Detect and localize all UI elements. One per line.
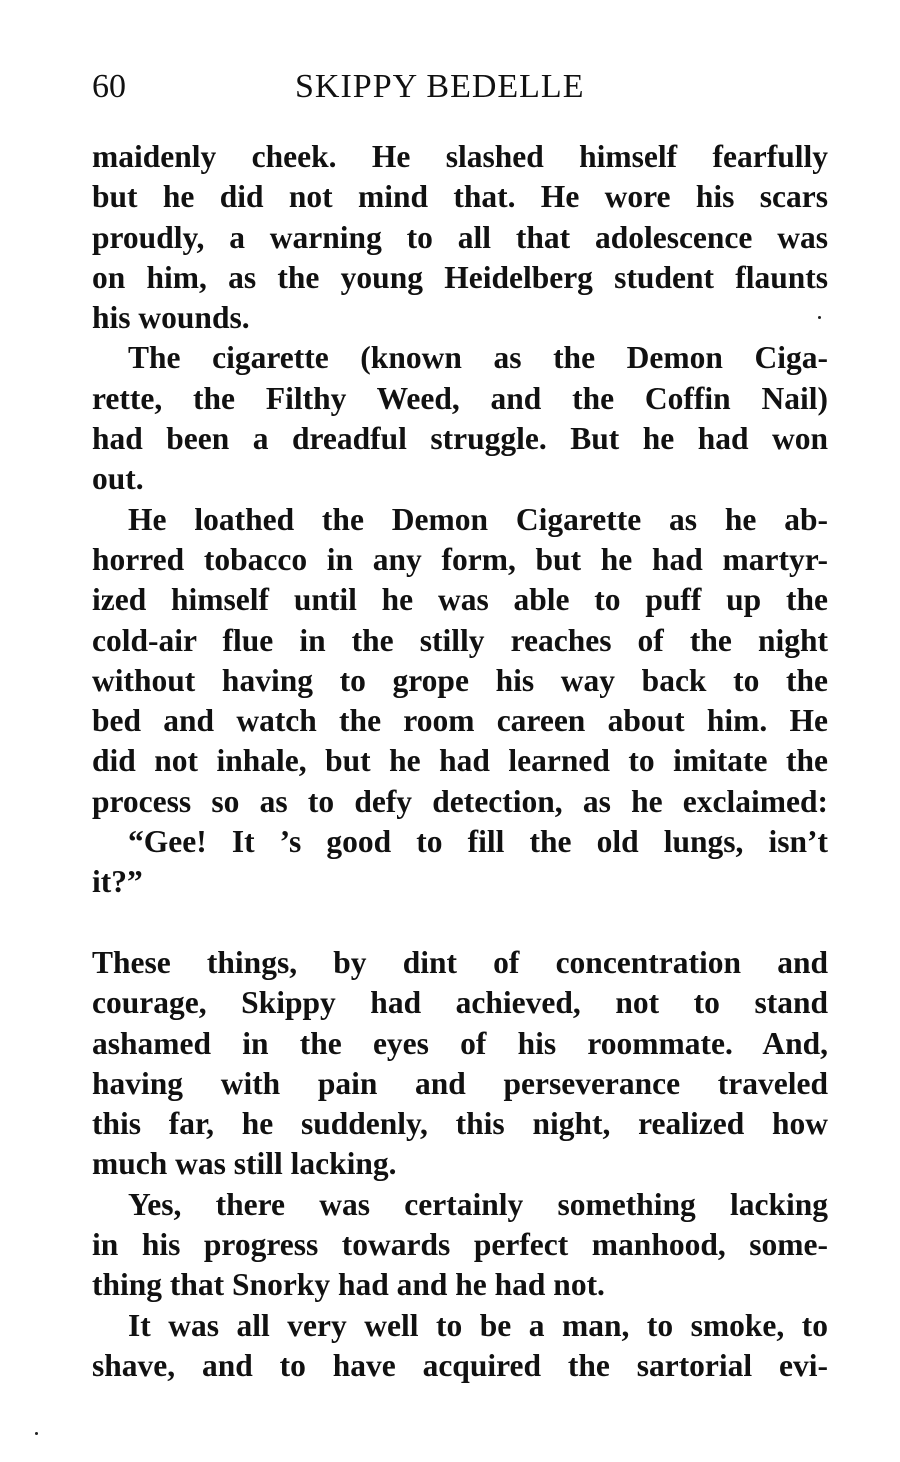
text-line: proudly, a warning to all that adolescence was xyxy=(92,219,828,255)
text-line: his wounds. xyxy=(92,300,250,336)
text-line: Yes, there was certainly something lacking xyxy=(128,1186,828,1222)
text-line: rette, the Filthy Weed, and the Coffin Nail) xyxy=(92,380,828,416)
text-line: ized himself until he was able to puff up the xyxy=(92,582,828,618)
text-line: The cigarette (known as the Demon Ciga- xyxy=(128,340,828,376)
text-line: but he did not mind that. He wore his scars xyxy=(92,179,828,215)
text-line: cold-air flue in the stilly reaches of the night xyxy=(92,622,828,658)
page-header xyxy=(92,68,832,118)
body-text xyxy=(92,137,828,1386)
text-line: maidenly cheek. He slashed himself fearfully xyxy=(92,139,828,174)
text-line: on him, as the young Heidelberg student flaunts xyxy=(92,259,828,295)
text-line: courage, Skippy had achieved, not to stand xyxy=(92,985,828,1021)
text-line: thing that Snorky had and he had not. xyxy=(92,1267,605,1303)
text-line: ashamed in the eyes of his roommate. And, xyxy=(92,1025,828,1061)
text-line: did not inhale, but he had learned to imitate the xyxy=(92,743,828,779)
text-line: bed and watch the room careen about him. He xyxy=(92,703,828,739)
text-line: “Gee! It ’s good to fill the old lungs, isn’t xyxy=(128,824,828,860)
text-line: These things, by dint of concentration and xyxy=(92,944,828,980)
scan-speck xyxy=(818,316,821,319)
text-line: in his progress towards perfect manhood, some- xyxy=(92,1227,828,1263)
scan-speck xyxy=(35,1432,38,1435)
text-line: horred tobacco in any form, but he had martyr- xyxy=(92,541,828,577)
text-line: much was still lacking. xyxy=(92,1146,397,1182)
section-break xyxy=(92,903,828,943)
text-line: It was all very well to be a man, to smoke, to xyxy=(128,1307,828,1343)
text-line: process so as to defy detection, as he exclaimed: xyxy=(92,783,828,819)
text-line: He loathed the Demon Cigarette as he ab- xyxy=(128,501,828,537)
page-number: 60 xyxy=(92,68,126,105)
text-line: having with pain and perseverance traveled xyxy=(92,1065,828,1101)
text-line: out. xyxy=(92,461,144,497)
text-line: shave, and to have acquired the sartorial evi- xyxy=(92,1347,828,1383)
running-title: SKIPPY BEDELLE xyxy=(295,68,585,105)
text-line: without having to grope his way back to the xyxy=(92,662,828,698)
text-line: it?” xyxy=(92,864,143,900)
text-line: this far, he suddenly, this night, realized how xyxy=(92,1106,828,1142)
text-line: had been a dreadful struggle. But he had won xyxy=(92,421,828,457)
